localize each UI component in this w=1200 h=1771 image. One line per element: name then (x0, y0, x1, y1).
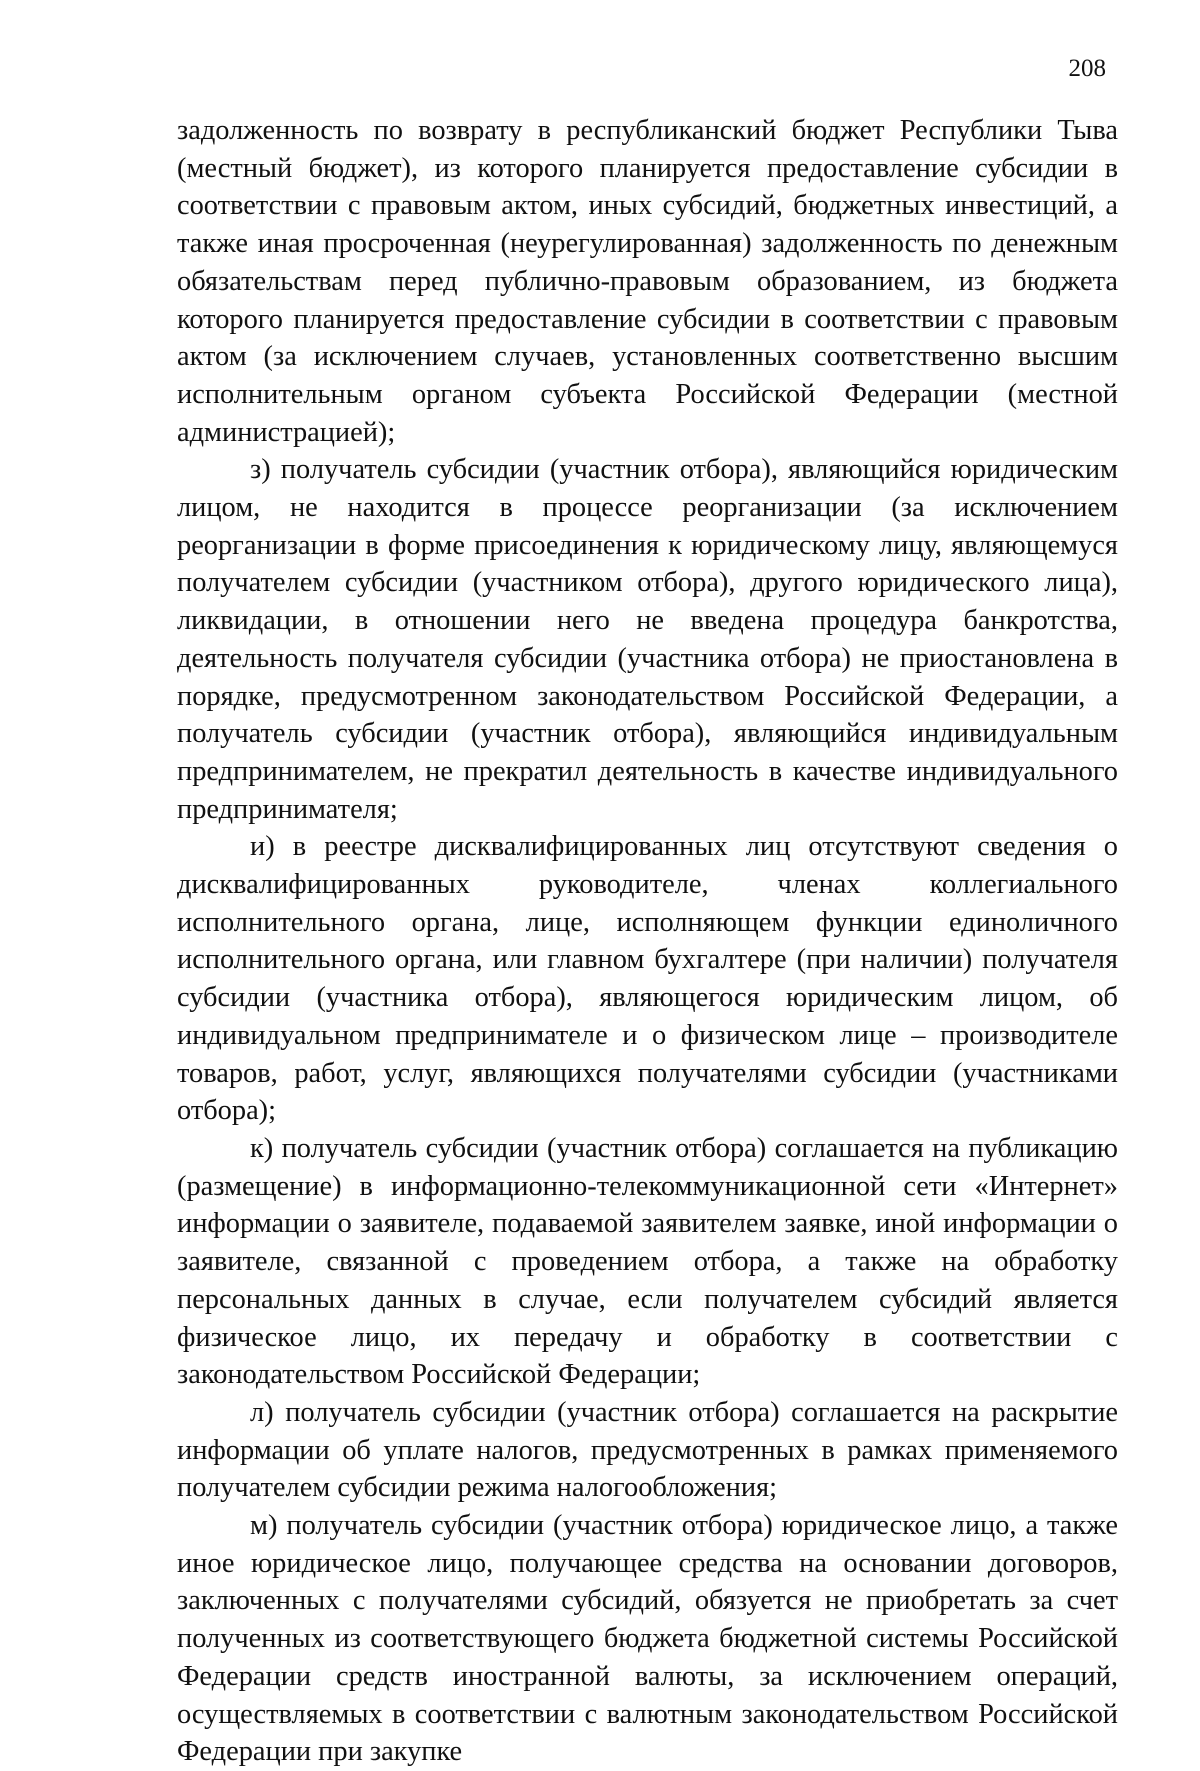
document-body (177, 112, 1118, 1771)
paragraph-item-l: л) получатель субсидии (участник отбора) соглашается на раскрытие информации об уплате налогов, предусмотренных в рамках применяемого получателем субсидии режима налогообложения; (177, 1396, 1118, 1504)
paragraph-item-z: з) получатель субсидии (участник отбора), являющийся юридическим лицом, не находится в процессе реорганизации (за исключением реорганизации в форме присоединения к юридическому лицу, являющемуся получателем субсидии (участником отбора), другого юридического лица), ликвидации, в отношении него не введена процедура банкротства, деятельность получателя субсидии (участника отбора) не приостановлена в порядке, предусмотренном законодательством Российской Федерации, а получатель субсидии (участник отбора), являющийся индивидуальным предпринимателем, не прекратил деятельность в качестве индивидуального предпринимателя; (177, 454, 1118, 825)
paragraph-item-k: к) получатель субсидии (участник отбора) соглашается на публикацию (размещение) в информационно-телекоммуникационной сети «Интернет» информации о заявителе, подаваемой заявителем заявке, иной информации о заявителе, связанной с проведением отбора, а также на обработку персональных данных в случае, если получателем субсидий является физическое лицо, их передачу и обработку в соответствии с законодательством Российской Федерации; (177, 1132, 1118, 1391)
paragraph-item-i: и) в реестре дисквалифицированных лиц отсутствуют сведения о дисквалифицированных руководителе, членах коллегиального исполнительного органа, лице, исполняющем функции единоличного исполнительного органа, или главном бухгалтере (при наличии) получателя субсидии (участника отбора), являющегося юридическим лицом, об индивидуальном предпринимателе и о физическом лице – производителе товаров, работ, услуг, являющихся получателями субсидии (участниками отбора); (177, 831, 1118, 1127)
paragraph-item-m: м) получатель субсидии (участник отбора) юридическое лицо, а также иное юридическое лицо, получающее средства на основании договоров, заключенных с получателями субсидий, обязуется не приобретать за счет полученных из соответствующего бюджета бюджетной системы Российской Федерации средств иностранной валюты, за исключением операций, осуществляемых в соответствии с валютным законодательством Российской Федерации при закупке (177, 1510, 1118, 1768)
page-number: 208 (1068, 55, 1106, 82)
paragraph-continuation: задолженность по возврату в республиканский бюджет Республики Тыва (местный бюджет), из которого планируется предоставление субсидии в соответствии с правовым актом, иных субсидий, бюджетных инвестиций, а также иная просроченная (неурегулированная) задолженность по денежным обязательствам перед публично-правовым образованием, из бюджета которого планируется предоставление субсидии в соответствии с правовым актом (за исключением случаев, установленных соответственно высшим исполнительным органом субъекта Российской Федерации (местной администрацией); (177, 115, 1118, 448)
